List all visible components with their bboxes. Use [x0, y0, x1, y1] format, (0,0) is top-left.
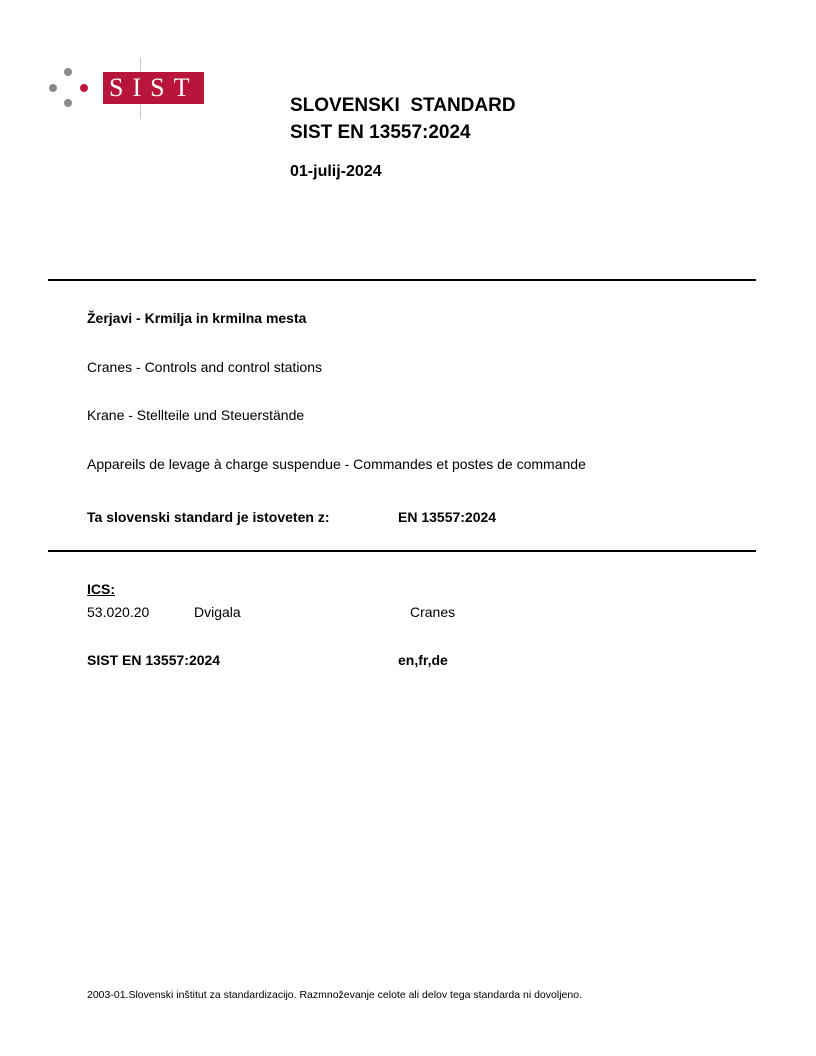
ics-heading: ICS: [87, 581, 115, 597]
logo-dot-left [49, 84, 57, 92]
publication-date: 01-julij-2024 [290, 163, 382, 180]
title-german: Krane - Stellteile und Steuerstände [87, 407, 305, 423]
ics-english-term: Cranes [410, 604, 456, 620]
logo-dot-bottom [64, 99, 72, 107]
top-divider [48, 279, 756, 281]
ics-slovenian-term: Dvigala [194, 604, 241, 620]
identity-label: Ta slovenski standard je istoveten z: [87, 509, 330, 525]
logo-wordmark: SIST [103, 72, 204, 104]
title-french: Appareils de levage à charge suspendue - Commandes et postes de commande [87, 456, 586, 472]
standard-number: SIST EN 13557:2024 [87, 652, 221, 668]
title-slovenian: Žerjavi - Krmilja in krmilna mesta [87, 310, 307, 326]
copyright-footer: 2003-01.Slovenski inštitut za standardizacijo. Razmnoževanje celote ali delov tega standarda ni dovoljeno. [87, 989, 582, 1001]
standard-languages: en,fr,de [398, 652, 448, 668]
logo-dot-top [64, 68, 72, 76]
standard-number-heading: SIST EN 13557:2024 [290, 122, 471, 143]
logo-dot-red [80, 84, 88, 92]
title-english: Cranes - Controls and control stations [87, 359, 322, 375]
ics-code: 53.020.20 [87, 604, 150, 620]
identity-value: EN 13557:2024 [398, 509, 497, 525]
bottom-divider [48, 550, 756, 552]
standard-heading: SLOVENSKI STANDARD [290, 95, 516, 116]
